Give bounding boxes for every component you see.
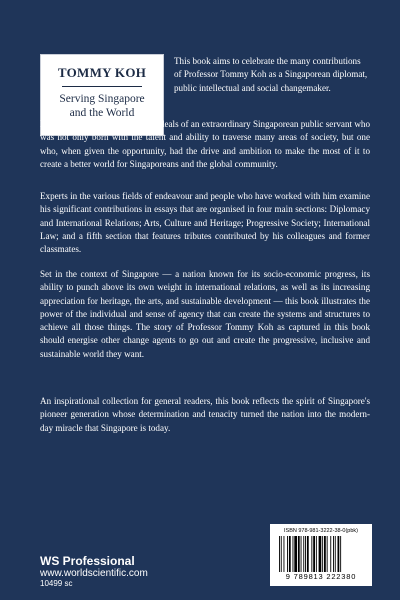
title-divider — [62, 86, 142, 87]
blurb-paragraph-intro: This book aims to celebrate the many contributions of Professor Tommy Koh as a Singaporean diplomat, public intellectual and social changemaker. — [174, 56, 368, 93]
product-code: 10499 sc — [40, 579, 73, 588]
publisher-block — [40, 554, 148, 589]
publisher-url: www.worldscientific.com — [40, 568, 148, 579]
subtitle-line-2: and the World — [69, 107, 135, 119]
barcode-box — [270, 524, 372, 586]
book-subtitle — [41, 92, 163, 120]
isbn-digits: 9 789813 222380 — [285, 572, 357, 581]
author-name: TOMMY KOH — [57, 65, 147, 80]
publisher-name: WS Professional — [40, 554, 135, 568]
blurb-paragraph-closing: An inspirational collection for general readers, this book reflects the spirit of Singapore's pioneer generation whose determination and tenacity turned the nation into the modern-day miracle that Singapore is today. — [40, 396, 370, 433]
subtitle-line-1: Serving Singapore — [59, 93, 145, 105]
blurb-paragraph-account: It is an account of the ideas and ideals of an extraordinary Singaporean public servant who was not only born with the talent and ability to traverse many areas of society, but one who, when given the opportunity, had the drive and ambition to make the most of it to create a better world for Singaporeans and the global community. — [40, 119, 370, 169]
blurb-paragraph-experts: Experts in the various fields of endeavour and people who have worked with him examine his significant contributions in essays that are organised in four main sections: Diplomacy and International Relations; Arts, Culture and Heritage; Progressive Society; International Law; and a fifth section that features tributes contributed by his colleagues and former classmates. — [40, 191, 370, 255]
barcode-icon — [278, 536, 364, 572]
isbn-label: ISBN 978-981-3222-38-0(pbk) — [284, 528, 358, 534]
blurb-paragraph-context: Set in the context of Singapore — a nation known for its socio-economic progress, its ability to punch above its own weight in international relations, as well as its increasing appreciation for heritage, the arts, and sustainable development — this book illustrates the power of the individual and sense of agency that can create the systems and structures to achieve all those things. The story of Professor Tommy Koh as captured in this book should energise other change agents to go out and create the progressive, inclusive and sustainable world they want. — [40, 269, 370, 359]
